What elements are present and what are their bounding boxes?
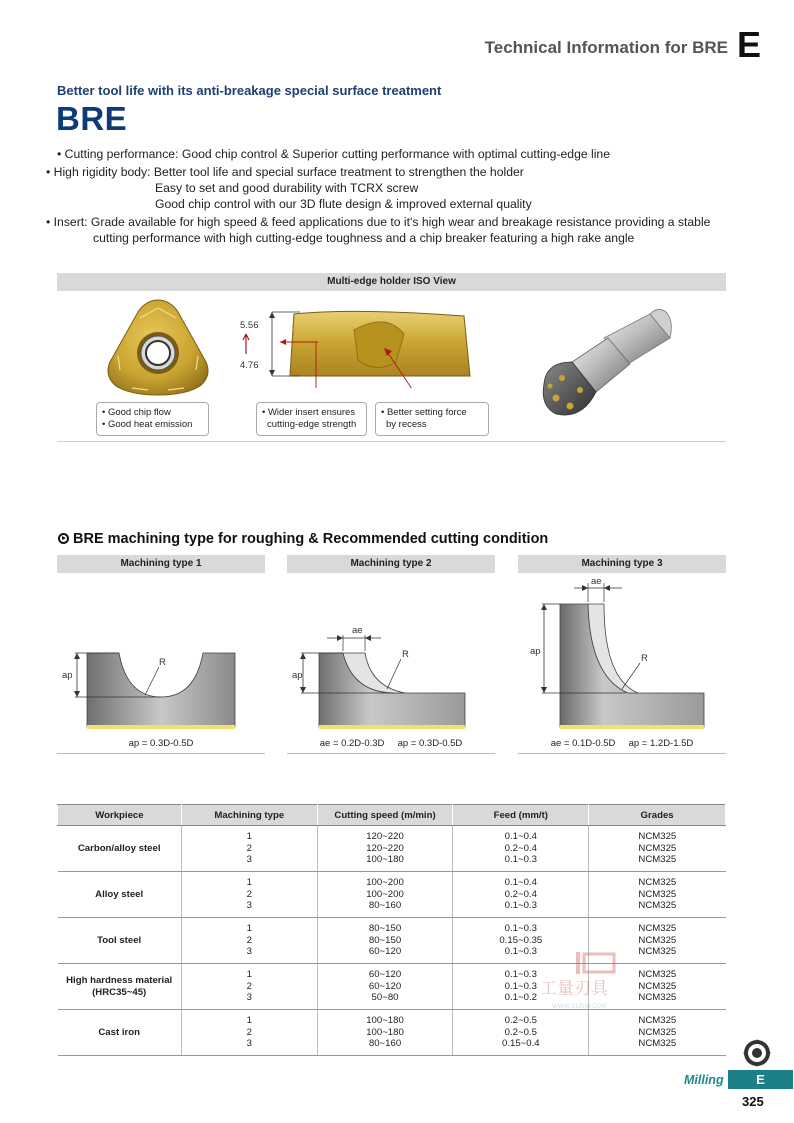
- machining-type-1-header: Machining type 1: [57, 555, 265, 573]
- type-2-ap-label: ap: [292, 670, 303, 681]
- machining-type-1-diagram: [57, 575, 265, 735]
- speed-value: 120~220: [366, 831, 404, 843]
- types-value: 3: [246, 946, 252, 958]
- feed-value: 0.1~0.4: [504, 877, 537, 889]
- types-value: 2: [246, 1026, 252, 1038]
- speed-value: 60~120: [368, 946, 402, 958]
- feature-item: [46, 164, 737, 212]
- speed-value: 80~160: [368, 900, 402, 912]
- insert-top-view-image: [102, 296, 214, 398]
- speed-value: 80~160: [368, 1038, 402, 1050]
- type-3-divider: [518, 753, 726, 754]
- types-value: 2: [246, 888, 252, 900]
- speed-value: 100~200: [366, 877, 404, 889]
- callout-line: • Wider insert ensures: [262, 407, 356, 418]
- feature-text: • Insert: Grade available for high speed & feed applications due to it's high wear and breakage resistance providing a stable: [46, 215, 711, 229]
- feed-cell: [453, 826, 589, 872]
- watermark-url: WWW.GLRJW.COM: [552, 1003, 607, 1010]
- types-value: 1: [246, 831, 252, 843]
- page-header-title: Technical Information for BRE: [484, 38, 728, 57]
- callout-line: • Better setting force: [381, 407, 467, 418]
- grades-value: NCM325: [638, 934, 677, 946]
- table-row: [58, 1010, 726, 1056]
- types-value: 1: [246, 1015, 252, 1027]
- col-header-cutting-speed: Cutting speed (m/min): [317, 805, 453, 826]
- speed-cell: [317, 826, 453, 872]
- grades-cell: [589, 872, 726, 918]
- feed-value: 0.2~0.4: [504, 842, 537, 854]
- speed-cell: [317, 872, 453, 918]
- workpiece-cell: Cast iron: [58, 1010, 182, 1056]
- arrow-circle-icon: [58, 533, 69, 544]
- feed-value: 0.15~0.4: [501, 1038, 540, 1050]
- col-header-machining-type: Machining type: [181, 805, 317, 826]
- type-1-divider: [57, 753, 265, 754]
- feed-value: 0.1~0.4: [504, 831, 537, 843]
- col-header-feed: Feed (mm/t): [453, 805, 589, 826]
- feed-value: 0.1~0.3: [504, 980, 537, 992]
- grades-value: NCM325: [638, 923, 677, 935]
- types-value: 3: [246, 900, 252, 912]
- product-subtitle: Better tool life with its anti-breakage special surface treatment: [57, 83, 442, 98]
- speed-cell: [317, 964, 453, 1010]
- callout-wider-insert: [256, 402, 367, 436]
- multi-edge-holder-image: [532, 300, 682, 424]
- types-cell: [181, 918, 317, 964]
- types-value: 1: [246, 923, 252, 935]
- types-value: 2: [246, 980, 252, 992]
- workpiece-cell: High hardness material (HRC35~45): [58, 964, 182, 1010]
- feed-value: 0.1~0.3: [504, 969, 537, 981]
- callout-setting-force: [375, 402, 489, 436]
- feature-item: [57, 146, 737, 162]
- type-2-r-label: R: [402, 649, 409, 660]
- speed-value: 120~220: [366, 842, 404, 854]
- feed-value: 0.2~0.4: [504, 888, 537, 900]
- type-3-r-label: R: [641, 653, 648, 664]
- types-cell: [181, 964, 317, 1010]
- grades-cell: [589, 826, 726, 872]
- machining-section-title: [58, 531, 548, 547]
- grades-value: NCM325: [638, 877, 677, 889]
- types-value: 3: [246, 1038, 252, 1050]
- feed-value: 0.2~0.5: [504, 1026, 537, 1038]
- feed-value: 0.1~0.3: [504, 946, 537, 958]
- feed-value: 0.2~0.5: [504, 1015, 537, 1027]
- feature-text: Good chip control with our 3D flute design & improved external quality: [155, 197, 532, 211]
- dimension-bottom-label: 4.76: [240, 360, 259, 371]
- feature-text: Easy to set and good durability with TCRX screw: [155, 181, 419, 195]
- feed-value: 0.1~0.3: [504, 923, 537, 935]
- types-value: 2: [246, 934, 252, 946]
- speed-value: 100~180: [366, 854, 404, 866]
- speed-cell: [317, 918, 453, 964]
- callout-line: cutting-edge strength: [267, 419, 357, 430]
- col-header-workpiece: Workpiece: [58, 805, 182, 826]
- speed-value: 80~150: [368, 923, 402, 935]
- callout-line: • Good heat emission: [102, 419, 193, 430]
- feed-value: 0.1~0.2: [504, 992, 537, 1004]
- speed-cell: [317, 1010, 453, 1056]
- type-2-divider: [287, 753, 495, 754]
- grades-value: NCM325: [638, 831, 677, 843]
- speed-value: 80~150: [368, 934, 402, 946]
- grades-cell: [589, 1010, 726, 1056]
- feed-cell: [453, 1010, 589, 1056]
- table-body: [58, 826, 726, 1056]
- speed-value: 60~120: [368, 980, 402, 992]
- callout-line: • Good chip flow: [102, 407, 171, 418]
- types-cell: [181, 826, 317, 872]
- type-2-ae-label: ae: [352, 625, 363, 636]
- grades-value: NCM325: [638, 1026, 677, 1038]
- col-header-grades: Grades: [589, 805, 726, 826]
- speed-value: 60~120: [368, 969, 402, 981]
- feature-item: [46, 214, 737, 246]
- workpiece-cell: Alloy steel: [58, 872, 182, 918]
- type-1-ap-label: ap: [62, 670, 73, 681]
- types-value: 1: [246, 877, 252, 889]
- machining-type-3-diagram: [518, 575, 726, 735]
- insert-side-view-image: [236, 304, 476, 388]
- machining-section-title-text: BRE machining type for roughing & Recommended cutting condition: [73, 531, 549, 547]
- footer-category: Milling: [684, 1073, 724, 1087]
- table-row: [58, 826, 726, 872]
- types-value: 3: [246, 992, 252, 1004]
- watermark-text: 工量刃具: [540, 979, 608, 999]
- types-value: 2: [246, 842, 252, 854]
- grades-value: NCM325: [638, 1038, 677, 1050]
- machining-type-3-header: Machining type 3: [518, 555, 726, 573]
- workpiece-cell: Tool steel: [58, 918, 182, 964]
- watermark-logo: [540, 950, 640, 1012]
- grades-value: NCM325: [638, 888, 677, 900]
- speed-value: 50~80: [371, 992, 399, 1004]
- section-letter: E: [737, 24, 762, 65]
- speed-value: 100~180: [366, 1026, 404, 1038]
- feed-value: 0.15~0.35: [499, 934, 543, 946]
- product-brand-name: BRE: [56, 100, 128, 137]
- feed-cell: [453, 872, 589, 918]
- feed-value: 0.1~0.3: [504, 854, 537, 866]
- grades-value: NCM325: [638, 842, 677, 854]
- types-cell: [181, 872, 317, 918]
- grades-value: NCM325: [638, 1015, 677, 1027]
- speed-value: 100~180: [366, 1015, 404, 1027]
- machining-type-2-header: Machining type 2: [287, 555, 495, 573]
- type-3-ae-label: ae: [591, 576, 602, 587]
- types-value: 1: [246, 969, 252, 981]
- feature-text: • High rigidity body: Better tool life and special surface treatment to strengthen the holder: [46, 165, 524, 179]
- feature-text: • Cutting performance: Good chip control & Superior cutting performance with optimal cutting-edge line: [57, 147, 610, 161]
- table-header-row: [58, 805, 726, 826]
- milling-cutter-icon: [742, 1038, 772, 1068]
- type-3-caption: ae = 0.1D-0.5D ap = 1.2D-1.5D: [550, 738, 694, 749]
- grades-value: NCM325: [638, 854, 677, 866]
- callout-line: by recess: [386, 419, 427, 430]
- iso-view-header: Multi-edge holder ISO View: [57, 273, 726, 291]
- types-cell: [181, 1010, 317, 1056]
- feed-value: 0.1~0.3: [504, 900, 537, 912]
- footer-tab: E: [728, 1070, 793, 1089]
- grades-value: NCM325: [638, 992, 677, 1004]
- feature-text: cutting performance with high cutting-edge toughness and a chip breaker featuring a high rake angle: [93, 231, 635, 245]
- grades-value: NCM325: [638, 946, 677, 958]
- dimension-top-label: 5.56: [240, 320, 259, 331]
- callout-chip-flow: [96, 402, 209, 436]
- type-1-caption: ap = 0.3D-0.5D: [128, 738, 194, 749]
- machining-type-2-diagram: [287, 575, 495, 735]
- workpiece-cell: Carbon/alloy steel: [58, 826, 182, 872]
- grades-value: NCM325: [638, 980, 677, 992]
- type-2-caption: ae = 0.2D-0.3D ap = 0.3D-0.5D: [319, 738, 463, 749]
- grades-value: NCM325: [638, 969, 677, 981]
- speed-value: 100~200: [366, 888, 404, 900]
- feature-list: [46, 146, 737, 248]
- cutting-conditions-table: [57, 804, 726, 1056]
- type-3-ap-label: ap: [530, 646, 541, 657]
- table-row: [58, 872, 726, 918]
- types-value: 3: [246, 854, 252, 866]
- iso-view-divider: [57, 441, 726, 442]
- page-number: 325: [742, 1094, 764, 1109]
- type-1-r-label: R: [159, 657, 166, 668]
- grades-value: NCM325: [638, 900, 677, 912]
